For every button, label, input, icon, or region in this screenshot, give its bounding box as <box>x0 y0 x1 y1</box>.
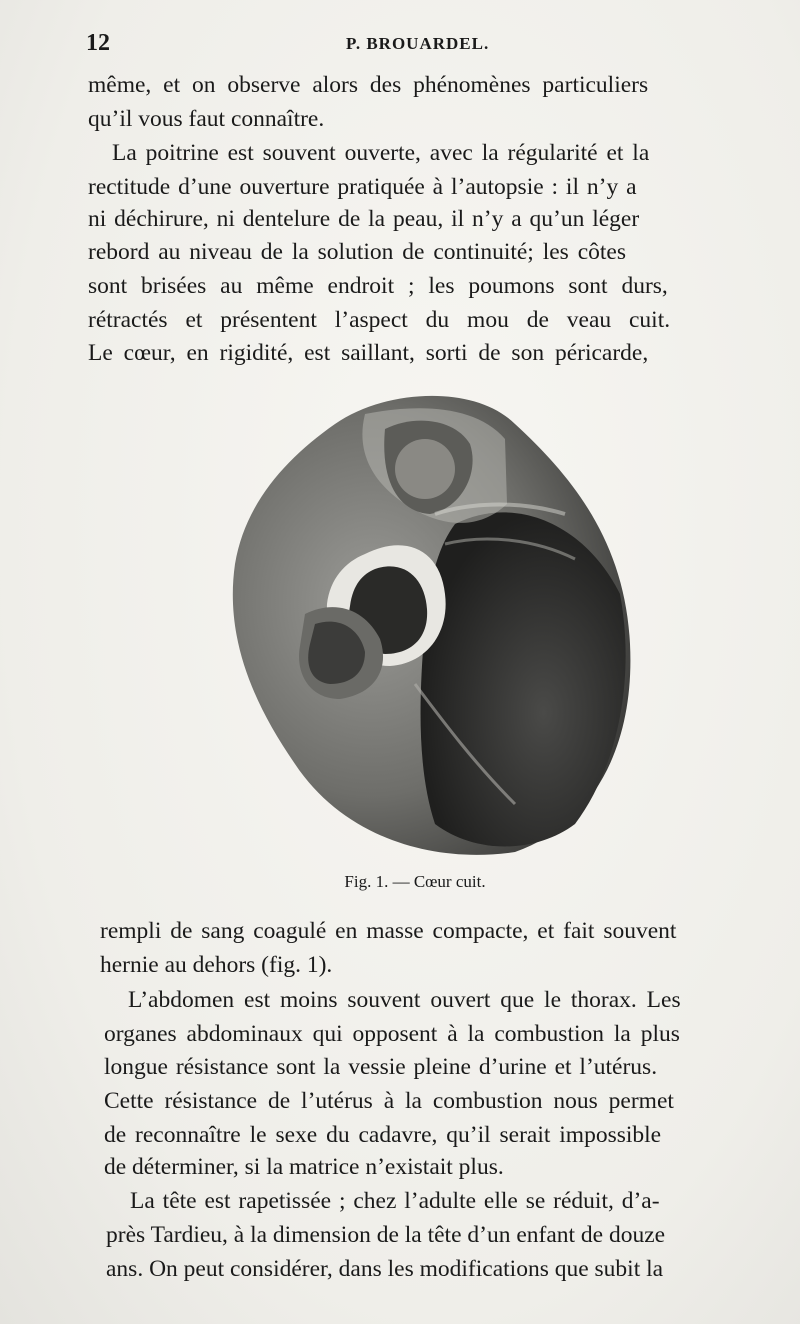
text-line: longue résistance sont la vessie pleine d’urine et l’utérus. <box>104 1054 658 1080</box>
text-line: La poitrine est souvent ouverte, avec la régularité et la <box>112 140 650 166</box>
text-line: même, et on observe alors des phénomènes particuliers <box>88 72 649 98</box>
text-line: Le cœur, en rigidité, est saillant, sorti de son péricarde, <box>88 340 649 366</box>
page-number: 12 <box>86 30 110 56</box>
text-line: rebord au niveau de la solution de continuité; les côtes <box>88 239 626 265</box>
figure-burned-heart <box>215 384 635 858</box>
text-line: L’abdomen est moins souvent ouvert que le thorax. Les <box>128 987 681 1013</box>
text-line: ans. On peut considérer, dans les modifications que subit la <box>106 1256 664 1282</box>
text-line: ni déchirure, ni dentelure de la peau, il n’y a qu’un léger <box>88 206 640 232</box>
text-line: sont brisées au même endroit ; les poumons sont durs, <box>88 273 668 299</box>
page-header <box>86 30 766 58</box>
heart-illustration <box>215 384 635 858</box>
text-line: près Tardieu, à la dimension de la tête d’un enfant de douze <box>106 1222 666 1248</box>
text-line: Cette résistance de l’utérus à la combustion nous permet <box>104 1088 674 1114</box>
running-head: P. BROUARDEL. <box>346 34 490 53</box>
text-line: rétractés et présentent l’aspect du mou de veau cuit. <box>88 307 671 333</box>
figure-caption: Fig. 1. — Cœur cuit. <box>344 872 486 891</box>
text-line: hernie au dehors (fig. 1). <box>100 952 333 978</box>
text-line: organes abdominaux qui opposent à la combustion la plus <box>104 1021 680 1047</box>
text-line: rectitude d’une ouverture pratiquée à l’autopsie : il n’y a <box>88 174 637 200</box>
text-line: de reconnaître le sexe du cadavre, qu’il serait impossible <box>104 1122 662 1148</box>
text-line: qu’il vous faut connaître. <box>88 106 325 132</box>
text-line: La tête est rapetissée ; chez l’adulte elle se réduit, d’a- <box>130 1188 660 1214</box>
text-line: rempli de sang coagulé en masse compacte, et fait souvent <box>100 918 677 944</box>
text-line: de déterminer, si la matrice n’existait plus. <box>104 1154 504 1180</box>
